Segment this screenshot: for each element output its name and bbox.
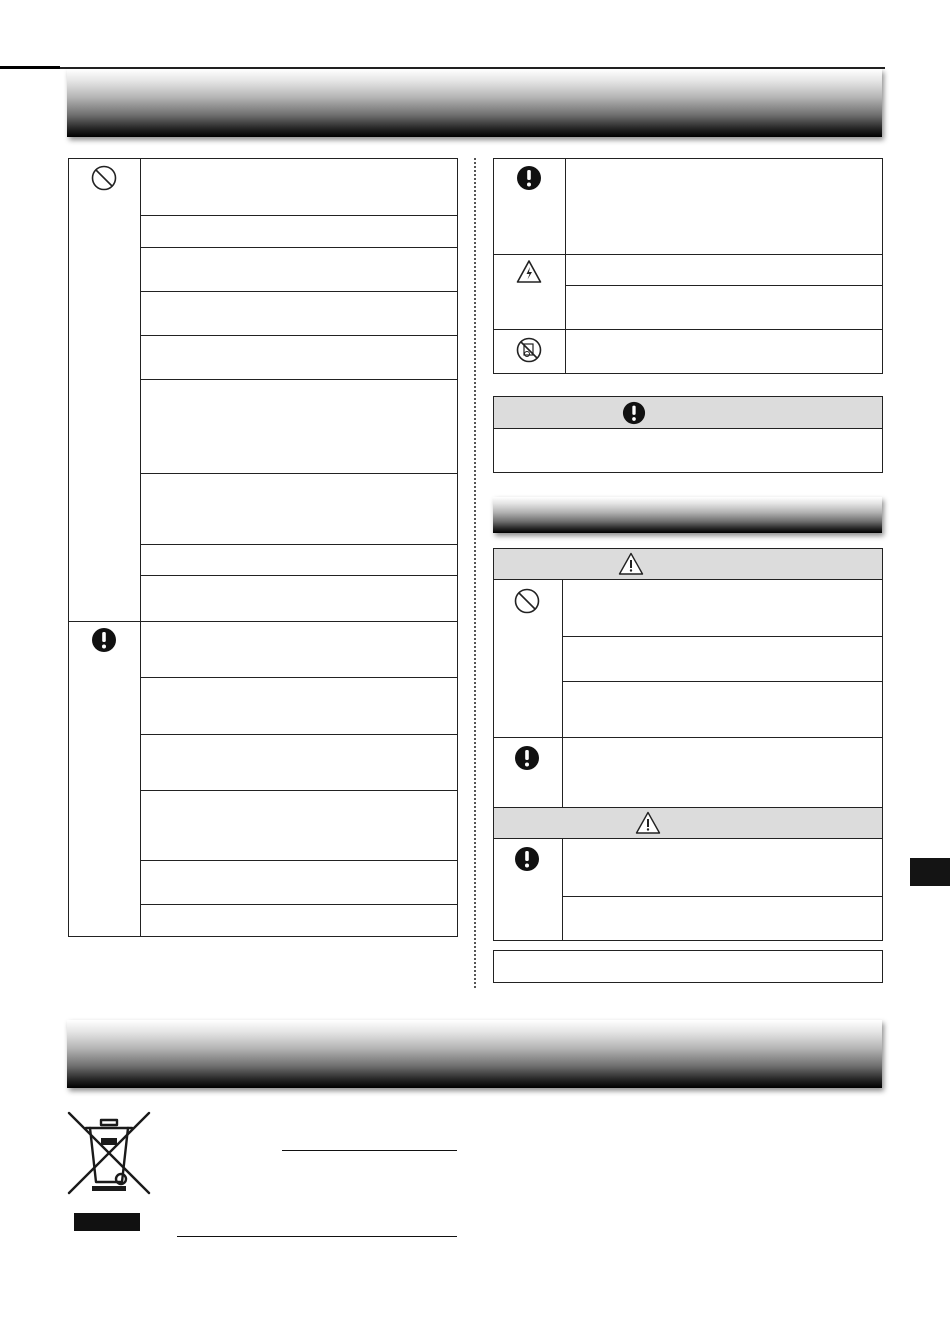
row-divider: [562, 896, 883, 897]
prohibition-icon: [91, 165, 117, 191]
mandatory-icon: [516, 165, 542, 191]
note-box: [493, 950, 883, 983]
row-divider: [140, 860, 458, 861]
text-underline: [177, 1236, 457, 1237]
group-divider: [493, 329, 883, 330]
row-divider: [562, 636, 883, 637]
table-border: [493, 158, 883, 374]
group-divider: [493, 737, 883, 738]
left-precaution-table: [68, 158, 458, 937]
group-divider: [68, 621, 458, 622]
section-banner-disposal: [67, 1020, 882, 1088]
electric-shock-warning-icon: [516, 259, 542, 285]
row-divider: [140, 904, 458, 905]
row-divider: [140, 544, 458, 545]
mandatory-icon: [91, 627, 117, 653]
warning-triangle-icon: [618, 551, 644, 577]
row-divider: [140, 379, 458, 380]
crossed-bin-icon: [66, 1110, 152, 1196]
top-rule-accent: [0, 66, 60, 69]
section-banner-safety: [67, 69, 882, 137]
row-divider: [140, 575, 458, 576]
row-divider: [140, 790, 458, 791]
row-divider: [562, 681, 883, 682]
installation-table: [493, 548, 883, 941]
page-side-tab: [910, 858, 950, 886]
mandatory-icon: [514, 846, 540, 872]
do-not-wet-icon: [516, 337, 542, 363]
row-divider: [140, 677, 458, 678]
warning-header: [493, 548, 883, 580]
prohibition-icon: [514, 588, 540, 614]
right-precaution-table: [493, 158, 883, 374]
icon-column-divider: [140, 158, 141, 937]
row-divider: [140, 215, 458, 216]
caution-body: [493, 838, 883, 941]
caution-header: [493, 396, 883, 429]
column-separator: [474, 158, 476, 988]
table-border: [68, 158, 458, 937]
group-divider: [493, 254, 883, 255]
warning-body: [493, 579, 883, 808]
mandatory-icon: [514, 745, 540, 771]
row-divider: [140, 247, 458, 248]
icon-column-divider: [562, 579, 563, 808]
icon-column-divider: [565, 158, 566, 374]
caution-header: [493, 807, 883, 839]
row-divider: [140, 734, 458, 735]
row-divider: [565, 285, 883, 286]
row-divider: [140, 335, 458, 336]
mandatory-icon: [621, 400, 647, 426]
warning-triangle-icon: [635, 810, 661, 836]
text-underline: [282, 1150, 457, 1151]
caution-body: [493, 428, 883, 473]
icon-column-divider: [562, 838, 563, 941]
disposal-label: [74, 1213, 140, 1231]
row-divider: [140, 473, 458, 474]
row-divider: [140, 291, 458, 292]
section-banner-installation: [493, 497, 882, 533]
